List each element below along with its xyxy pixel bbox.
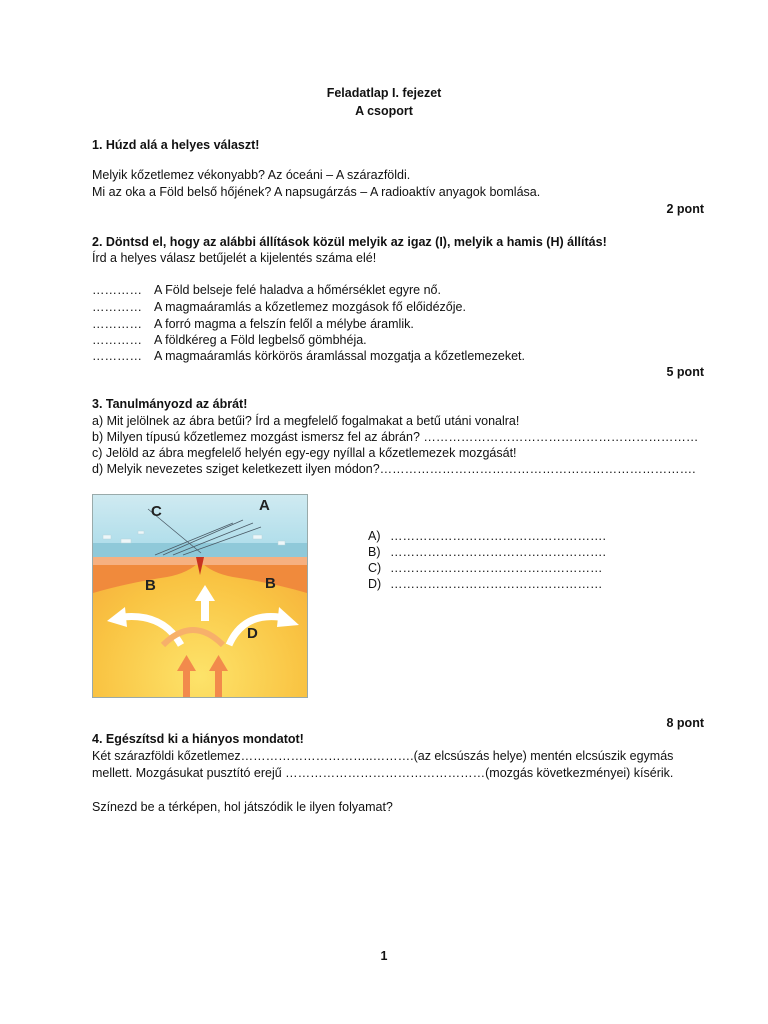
- q3-title: 3. Tanulmányozd az ábrát!: [92, 397, 248, 411]
- q4-line-2: mellett. Mozgásukat pusztító erejű …………………………………………(mozgás következményei) kísérik.: [92, 766, 674, 780]
- answer-label: D): [368, 577, 382, 591]
- answer-row-c: [368, 561, 603, 575]
- q2-points: 5 pont: [666, 365, 704, 379]
- diagram-label-c: C: [151, 503, 162, 520]
- answer-blank[interactable]: ……………………………………………: [390, 577, 603, 591]
- answer-blank[interactable]: ……………………………………………: [390, 561, 603, 575]
- q4-title: 4. Egészítsd ki a hiányos mondatot!: [92, 732, 304, 746]
- q1-points: 2 pont: [666, 202, 704, 216]
- answer-label: B): [368, 545, 381, 559]
- q3-line-d: d) Melyik nevezetes sziget keletkezett ilyen módon?………………………………………………………………….: [92, 462, 696, 476]
- group-title: A csoport: [355, 104, 413, 118]
- answer-blank[interactable]: …………: [92, 300, 142, 314]
- answer-label: C): [368, 561, 382, 575]
- answer-label: A): [368, 529, 381, 543]
- q3-points: 8 pont: [666, 716, 704, 730]
- answer-row-d: [368, 577, 603, 591]
- answer-blank[interactable]: …………: [92, 317, 142, 331]
- q2-title: 2. Döntsd el, hogy az alábbi állítások közül melyik az igaz (I), melyik a hamis (H) állítás!: [92, 235, 607, 249]
- q2-statement-row: [92, 317, 414, 331]
- q3-line-a: a) Mit jelölnek az ábra betűi? Írd a megfelelő fogalmakat a betű utáni vonalra!: [92, 414, 520, 428]
- statement-text: A magmaáramlás a kőzetlemez mozgások fő előidézője.: [154, 300, 466, 314]
- page-number: 1: [380, 949, 388, 963]
- q3-line-b: b) Milyen típusú kőzetlemez mozgást ismersz fel az ábrán? …………………………………………………………: [92, 430, 699, 444]
- diagram-label-a: A: [259, 497, 270, 514]
- answer-blank[interactable]: …………………………………………….: [390, 529, 606, 543]
- statement-text: A forró magma a felszín felől a mélybe áramlik.: [154, 317, 414, 331]
- diagram-label-b-left: B: [145, 577, 156, 594]
- q1-line-2: Mi az oka a Föld belső hőjének? A napsugárzás – A radioaktív anyagok bomlása.: [92, 185, 541, 199]
- statement-text: A Föld belseje felé haladva a hőmérséklet egyre nő.: [154, 283, 441, 297]
- diagram-label-d: D: [247, 625, 258, 642]
- q2-statement-row: [92, 349, 525, 363]
- plate-tectonics-diagram: [92, 494, 308, 698]
- answer-blank[interactable]: …………: [92, 283, 142, 297]
- q2-instruction: Írd a helyes válasz betűjelét a kijelentés száma elé!: [92, 251, 377, 265]
- page-title: Feladatlap I. fejezet: [326, 86, 442, 100]
- statement-text: A földkéreg a Föld legbelső gömbhéja.: [154, 333, 367, 347]
- q2-statement-row: [92, 333, 367, 347]
- q2-statement-row: [92, 300, 466, 314]
- answer-row-b: [368, 545, 606, 559]
- answer-blank[interactable]: …………………………………………….: [390, 545, 606, 559]
- answer-row-a: [368, 529, 606, 543]
- q4-line-1: Két szárazföldi kőzetlemez…………………………..……….(az elcsúszás helye) mentén elcsúszik egymás: [92, 749, 674, 763]
- q1-title: 1. Húzd alá a helyes választ!: [92, 138, 260, 152]
- q3-line-c: c) Jelöld az ábra megfelelő helyén egy-egy nyíllal a kőzetlemezek mozgását!: [92, 446, 517, 460]
- q2-statement-row: [92, 283, 441, 297]
- answer-blank[interactable]: …………: [92, 349, 142, 363]
- q4-task: Színezd be a térképen, hol játszódik le ilyen folyamat?: [92, 800, 393, 814]
- answer-blank[interactable]: …………: [92, 333, 142, 347]
- q1-line-1: Melyik kőzetlemez vékonyabb? Az óceáni – A szárazföldi.: [92, 168, 411, 182]
- statement-text: A magmaáramlás körkörös áramlással mozgatja a kőzetlemezeket.: [154, 349, 525, 363]
- diagram-label-b-right: B: [265, 575, 276, 592]
